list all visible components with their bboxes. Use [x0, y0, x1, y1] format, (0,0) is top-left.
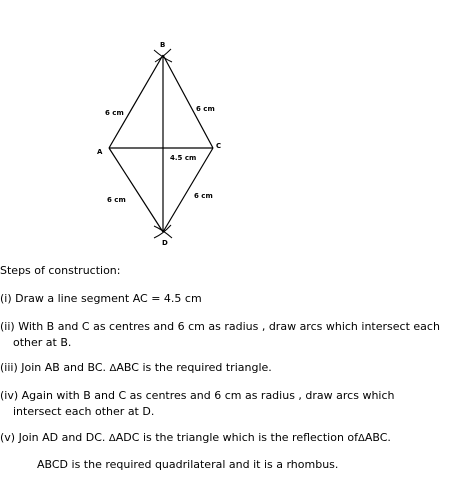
step-2-line-1: (ii) With B and C as centres and 6 cm as radius , draw arcs which intersect each [0, 320, 440, 333]
step-3 [0, 360, 474, 376]
side-bc [163, 55, 213, 148]
side-label-bc: 6 cm [196, 105, 215, 113]
step-2-line-2: other at B. [13, 336, 72, 349]
vertex-label-d: D [162, 239, 168, 247]
step-3-prefix: (iii) Join AB and BC. [0, 361, 110, 374]
triangle-symbol: Δ [358, 433, 365, 444]
side-label-ac: 4.5 cm [170, 154, 197, 162]
conclusion: ABCD is the required quadrilateral and it is a rhombus. [37, 458, 339, 471]
side-ad [109, 148, 163, 232]
side-label-ad: 6 cm [107, 196, 126, 204]
step-5-middle: ADC is the triangle which is the reflection of [115, 431, 359, 444]
vertex-label-b: B [160, 41, 166, 49]
vertex-label-c: C [216, 142, 222, 150]
steps-heading: Steps of construction: [0, 264, 121, 277]
step-4-line-2: intersect each other at D. [13, 405, 155, 418]
side-label-ab: 6 cm [105, 109, 124, 117]
step-3-suffix: ABC is the required triangle. [116, 361, 272, 374]
side-ab [109, 55, 163, 148]
step-4-line-1: (iv) Again with B and C as centres and 6 cm as radius , draw arcs which [0, 389, 395, 402]
vertex-label-a: A [97, 148, 103, 156]
step-5-prefix: (v) Join AD and DC. [0, 431, 109, 444]
step-5 [0, 430, 474, 446]
triangle-symbol: Δ [108, 433, 116, 444]
step-1: (i) Draw a line segment AC = 4.5 cm [0, 292, 202, 305]
triangle-symbol: Δ [109, 363, 117, 374]
step-5-suffix: ABC. [364, 431, 391, 444]
side-label-dc: 6 cm [194, 192, 213, 200]
